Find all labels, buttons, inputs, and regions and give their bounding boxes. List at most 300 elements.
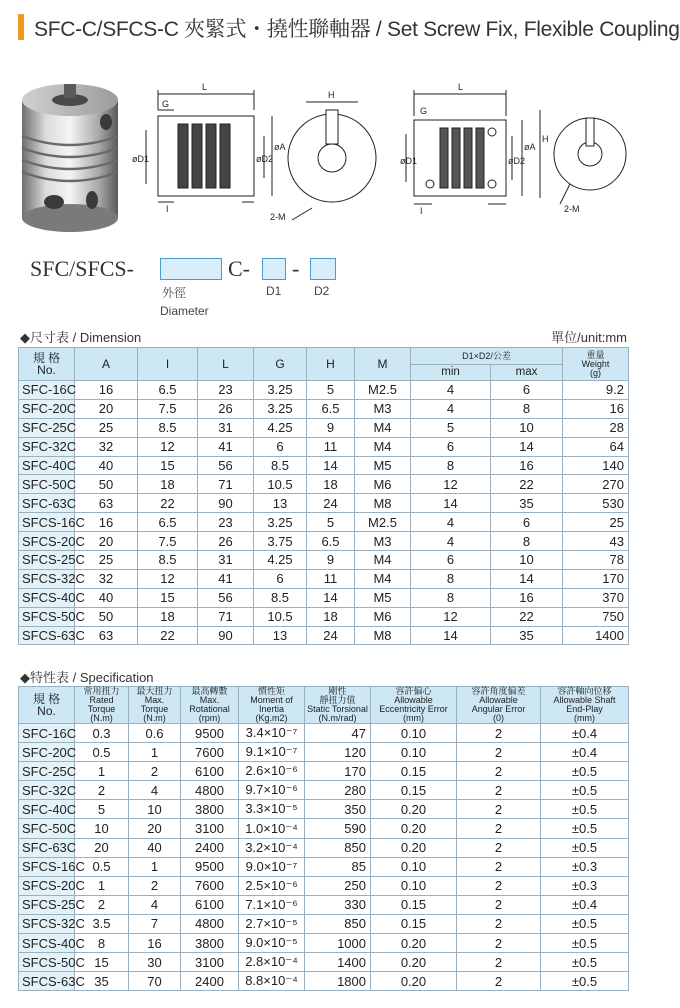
table-cell: 40 — [75, 456, 138, 475]
table-cell: ±0.4 — [541, 724, 629, 743]
table-cell: 8 — [491, 532, 563, 551]
table-cell: 2 — [129, 762, 181, 781]
table-cell: 2.6×10⁻⁶ — [239, 762, 305, 781]
table-cell: 71 — [198, 475, 254, 494]
d1-box — [262, 258, 286, 280]
header-line: 最高轉數 — [191, 686, 228, 696]
dim2-label-h: H — [542, 134, 549, 144]
table-cell: 56 — [198, 588, 254, 607]
table-cell: 5 — [307, 513, 355, 532]
table-cell: 4 — [411, 532, 491, 551]
model-cell: SFC-25C — [19, 762, 75, 781]
header-line: 常用扭力 — [83, 686, 120, 696]
table-row — [19, 551, 629, 570]
table-cell: 14 — [411, 494, 491, 513]
table-cell: 20 — [75, 838, 129, 857]
header-line: (rpm) — [198, 713, 221, 723]
table-cell: 50 — [75, 607, 138, 626]
table-cell: 85 — [305, 857, 371, 876]
table-cell: 2 — [457, 743, 541, 762]
dim2-label-2m: 2-M — [564, 204, 580, 214]
table-cell: 2.8×10⁻⁴ — [239, 953, 305, 972]
table-cell: 6 — [254, 569, 307, 588]
spec-col-rated — [75, 687, 129, 724]
model-cell: SFC-50C — [19, 475, 75, 494]
outer-diameter-label-en: Diameter — [160, 304, 209, 318]
table-cell: 15 — [75, 953, 129, 972]
table-cell: 6 — [491, 381, 563, 400]
table-cell: 1 — [129, 743, 181, 762]
header-line: 最大扭力 — [136, 686, 173, 696]
header-line: Angular Error — [471, 704, 526, 714]
table-cell: 10 — [491, 418, 563, 437]
table-row — [19, 781, 629, 800]
dim-label-d1: øD1 — [132, 154, 150, 164]
table-cell: 8 — [411, 588, 491, 607]
table-cell: 24 — [307, 626, 355, 645]
table-cell: 22 — [138, 626, 198, 645]
table-cell: 6 — [491, 513, 563, 532]
model-cell: SFC-40C — [19, 456, 75, 475]
table-cell: ±0.5 — [541, 953, 629, 972]
col-max: max — [491, 365, 563, 381]
model-cell: SFC-63C — [19, 494, 75, 513]
sfc-dimension-drawing — [122, 80, 390, 230]
table-cell: 2 — [457, 781, 541, 800]
table-cell: 56 — [198, 456, 254, 475]
table-cell: 2 — [457, 934, 541, 953]
table-cell: ±0.4 — [541, 743, 629, 762]
spec-col-endplay — [541, 687, 629, 724]
table-cell: 0.10 — [371, 743, 457, 762]
dim2-label-g: G — [420, 106, 428, 116]
table-cell: 15 — [138, 456, 198, 475]
table-cell: ±0.5 — [541, 800, 629, 819]
table-cell: 330 — [305, 895, 371, 914]
table-cell: 6 — [411, 551, 491, 570]
table-cell: 9.7×10⁻⁶ — [239, 781, 305, 800]
header-line: Allowable — [479, 695, 518, 705]
table-cell: 4.25 — [254, 418, 307, 437]
table-cell: 32 — [75, 437, 138, 456]
table-cell: 5 — [75, 800, 129, 819]
table-cell: 0.10 — [371, 857, 457, 876]
table-cell: 370 — [563, 588, 629, 607]
table-row — [19, 934, 629, 953]
table-cell: 3.25 — [254, 513, 307, 532]
table-cell: 10.5 — [254, 607, 307, 626]
model-cell: SFC-32C — [19, 437, 75, 456]
table-cell: 0.20 — [371, 800, 457, 819]
table-cell: ±0.5 — [541, 934, 629, 953]
table-cell: 90 — [198, 626, 254, 645]
table-cell: 8.8×10⁻⁴ — [239, 972, 305, 991]
table-cell: 12 — [411, 475, 491, 494]
table-cell: 6.5 — [138, 513, 198, 532]
model-code-prefix: SFC/SFCS- — [30, 256, 134, 281]
dimension-table-body — [19, 381, 629, 645]
table-cell: M4 — [355, 418, 411, 437]
table-cell: 5 — [411, 418, 491, 437]
table-cell: 2.7×10⁻⁵ — [239, 914, 305, 933]
table-cell: 2 — [457, 876, 541, 895]
model-code-mid: C- — [228, 256, 250, 281]
table-cell: 40 — [75, 588, 138, 607]
table-cell: 16 — [75, 381, 138, 400]
spec-col-model — [19, 687, 75, 724]
table-cell: M5 — [355, 588, 411, 607]
page-header — [0, 0, 680, 56]
table-cell: 14 — [411, 626, 491, 645]
table-cell: 40 — [129, 838, 181, 857]
model-cell: SFC-50C — [19, 819, 75, 838]
model-cell: SFCS-20C — [19, 876, 75, 895]
table-cell: M6 — [355, 607, 411, 626]
header-line: 剛性 — [328, 686, 347, 696]
table-row — [19, 724, 629, 743]
table-cell: 3800 — [181, 934, 239, 953]
table-cell: 26 — [198, 399, 254, 418]
table-cell: 6 — [254, 437, 307, 456]
table-cell: 9 — [307, 418, 355, 437]
table-cell: 63 — [75, 494, 138, 513]
table-cell: 3.75 — [254, 532, 307, 551]
table-cell: 70 — [129, 972, 181, 991]
table-cell: 12 — [138, 569, 198, 588]
table-cell: 64 — [563, 437, 629, 456]
table-cell: 2 — [75, 781, 129, 800]
table-cell: 8 — [491, 399, 563, 418]
table-cell: 1400 — [563, 626, 629, 645]
title-accent-bar — [18, 14, 24, 40]
table-cell: 350 — [305, 800, 371, 819]
table-row — [19, 819, 629, 838]
table-cell: 0.10 — [371, 876, 457, 895]
model-cell: SFC-40C — [19, 800, 75, 819]
table-cell: 16 — [491, 456, 563, 475]
table-cell: 2 — [129, 876, 181, 895]
table-cell: 1.0×10⁻⁴ — [239, 819, 305, 838]
table-cell: 18 — [138, 607, 198, 626]
table-row — [19, 588, 629, 607]
table-cell: 3.25 — [254, 381, 307, 400]
col-model-cn: 規 格 — [32, 351, 61, 365]
table-cell: 20 — [129, 819, 181, 838]
table-cell: ±0.5 — [541, 838, 629, 857]
col-l: L — [198, 348, 254, 381]
table-cell: 35 — [491, 626, 563, 645]
table-cell: 2 — [457, 857, 541, 876]
table-row — [19, 800, 629, 819]
table-cell: 13 — [254, 494, 307, 513]
table-cell: 10 — [491, 551, 563, 570]
col-h: H — [307, 348, 355, 381]
model-cell: SFCS-25C — [19, 551, 75, 570]
coupling-photo — [14, 78, 126, 236]
table-cell: ±0.5 — [541, 819, 629, 838]
model-cell: SFCS-20C — [19, 532, 75, 551]
table-row — [19, 838, 629, 857]
table-cell: 8.5 — [138, 551, 198, 570]
table-cell: 2.5×10⁻⁶ — [239, 876, 305, 895]
table-cell: 0.5 — [75, 857, 129, 876]
header-line: Torque — [140, 704, 169, 714]
table-cell: M4 — [355, 551, 411, 570]
table-cell: 2 — [457, 819, 541, 838]
table-cell: 270 — [563, 475, 629, 494]
col-d1d2: D1×D2/公差 — [411, 348, 563, 365]
table-cell: 3.3×10⁻⁵ — [239, 800, 305, 819]
specification-table-body — [19, 724, 629, 991]
table-cell: 0.20 — [371, 934, 457, 953]
table-cell: 31 — [198, 418, 254, 437]
table-cell: 2 — [75, 895, 129, 914]
col-weight-en: Weight — [581, 358, 610, 369]
table-cell: 7.5 — [138, 532, 198, 551]
table-cell: 2 — [457, 800, 541, 819]
outer-diameter-box — [160, 258, 222, 280]
table-cell: 4 — [411, 381, 491, 400]
table-cell: 2400 — [181, 972, 239, 991]
model-cell: SFCS-25C — [19, 895, 75, 914]
header-line: Torque — [87, 704, 116, 714]
sfcs-dimension-drawing — [400, 80, 645, 230]
table-cell: 43 — [563, 532, 629, 551]
table-cell: 0.15 — [371, 895, 457, 914]
table-cell: 140 — [563, 456, 629, 475]
table-cell: 850 — [305, 838, 371, 857]
table-cell: 3.2×10⁻⁴ — [239, 838, 305, 857]
table-cell: 3.4×10⁻⁷ — [239, 724, 305, 743]
table-cell: 71 — [198, 607, 254, 626]
table-row — [19, 513, 629, 532]
table-cell: 10 — [75, 819, 129, 838]
dim-label-h: H — [328, 90, 335, 100]
table-cell: 250 — [305, 876, 371, 895]
table-cell: 590 — [305, 819, 371, 838]
d2-box — [310, 258, 336, 280]
header-line: 慣性矩 — [257, 686, 285, 696]
table-cell: 6100 — [181, 762, 239, 781]
table-cell: 170 — [305, 762, 371, 781]
table-cell: 6.5 — [307, 399, 355, 418]
table-cell: 90 — [198, 494, 254, 513]
table-cell: 280 — [305, 781, 371, 800]
table-cell: 50 — [75, 475, 138, 494]
table-cell: 4.25 — [254, 551, 307, 570]
table-cell: 120 — [305, 743, 371, 762]
model-code — [30, 256, 430, 326]
col-i: I — [138, 348, 198, 381]
header-line: Eccentricity Error — [379, 704, 448, 714]
table-cell: 3800 — [181, 800, 239, 819]
table-cell: 2 — [457, 972, 541, 991]
table-cell: 12 — [411, 607, 491, 626]
model-cell: SFCS-40C — [19, 934, 75, 953]
table-cell: ±0.3 — [541, 857, 629, 876]
col-weight-unit: (g) — [590, 367, 601, 378]
table-row — [19, 437, 629, 456]
table-row — [19, 626, 629, 645]
table-cell: M8 — [355, 494, 411, 513]
model-cell: SFCS-63C — [19, 626, 75, 645]
col-a: A — [75, 348, 138, 381]
col-min: min — [411, 365, 491, 381]
table-cell: 7600 — [181, 876, 239, 895]
table-row — [19, 857, 629, 876]
table-cell: ±0.5 — [541, 762, 629, 781]
table-cell: 0.20 — [371, 838, 457, 857]
header-line: Max. — [144, 695, 165, 705]
table-row — [19, 876, 629, 895]
table-cell: 11 — [307, 437, 355, 456]
table-cell: 13 — [254, 626, 307, 645]
table-cell: 25 — [563, 513, 629, 532]
table-cell: 1000 — [305, 934, 371, 953]
header-line: Moment of — [250, 695, 293, 705]
spec-col-max-torque — [129, 687, 181, 724]
table-cell: 750 — [563, 607, 629, 626]
table-row — [19, 456, 629, 475]
table-cell: 0.20 — [371, 953, 457, 972]
table-cell: 24 — [307, 494, 355, 513]
table-row — [19, 475, 629, 494]
table-cell: 7 — [129, 914, 181, 933]
header-line: 靜扭力值 — [319, 695, 356, 705]
model-cell: SFCS-63C — [19, 972, 75, 991]
col-weight — [563, 348, 629, 381]
table-cell: 1 — [75, 876, 129, 895]
table-row — [19, 953, 629, 972]
header-line: (0) — [493, 713, 504, 723]
table-cell: 9.2 — [563, 381, 629, 400]
spec-col-stiffness — [305, 687, 371, 724]
header-line: Max. — [199, 695, 220, 705]
table-cell: M4 — [355, 569, 411, 588]
model-cell: SFC-16C — [19, 724, 75, 743]
table-cell: 530 — [563, 494, 629, 513]
table-cell: 1 — [129, 857, 181, 876]
table-cell: 14 — [307, 456, 355, 475]
table-cell: 41 — [198, 569, 254, 588]
header-line: End-Play — [566, 704, 603, 714]
table-cell: 9500 — [181, 724, 239, 743]
header-line: (N.m) — [90, 713, 113, 723]
table-cell: 14 — [491, 437, 563, 456]
table-cell: 1 — [75, 762, 129, 781]
table-cell: 2400 — [181, 838, 239, 857]
model-cell: SFC-20C — [19, 743, 75, 762]
table-cell: 9 — [307, 551, 355, 570]
table-cell: 14 — [491, 569, 563, 588]
spec-col-eccentricity — [371, 687, 457, 724]
table-row — [19, 418, 629, 437]
header-line: (mm) — [574, 713, 595, 723]
dim-label-a: øA — [274, 142, 286, 152]
table-cell: ±0.5 — [541, 781, 629, 800]
table-cell: 16 — [563, 399, 629, 418]
table-cell: 8 — [75, 934, 129, 953]
table-cell: 3.5 — [75, 914, 129, 933]
header-line: Inertia — [258, 704, 284, 714]
table-cell: 4 — [129, 781, 181, 800]
d2-label: D2 — [314, 284, 330, 298]
page-title: SFC-C/SFCS-C 夾緊式・撓性聯軸器 / Set Screw Fix, Flexible Coupling — [34, 18, 680, 41]
table-cell: 8 — [411, 569, 491, 588]
spec-col-inertia — [239, 687, 305, 724]
model-cell: SFC-16C — [19, 381, 75, 400]
table-cell: 35 — [75, 972, 129, 991]
table-cell: 5 — [307, 381, 355, 400]
header-line: Rated — [89, 695, 114, 705]
table-cell: 47 — [305, 724, 371, 743]
table-cell: 22 — [491, 607, 563, 626]
col-weight-cn: 重量 — [586, 349, 605, 360]
table-cell: 4800 — [181, 781, 239, 800]
table-cell: ±0.4 — [541, 895, 629, 914]
model-cell: SFC-25C — [19, 418, 75, 437]
table-cell: 1400 — [305, 953, 371, 972]
table-row — [19, 972, 629, 991]
table-cell: ±0.5 — [541, 914, 629, 933]
table-cell: ±0.5 — [541, 972, 629, 991]
table-cell: 2 — [457, 953, 541, 972]
table-cell: 9.0×10⁻⁵ — [239, 934, 305, 953]
table-cell: 850 — [305, 914, 371, 933]
table-row — [19, 532, 629, 551]
model-cell: SFC-63C — [19, 838, 75, 857]
table-row — [19, 569, 629, 588]
model-cell: SFCS-32C — [19, 914, 75, 933]
table-cell: 18 — [138, 475, 198, 494]
header-line: 容許軸向位移 — [557, 686, 612, 696]
table-cell: 8.5 — [138, 418, 198, 437]
spec-col-model-cn: 規 格 — [32, 692, 61, 706]
table-cell: 0.15 — [371, 762, 457, 781]
table-row — [19, 914, 629, 933]
table-cell: 20 — [75, 399, 138, 418]
model-cell: SFC-20C — [19, 399, 75, 418]
table-cell: M8 — [355, 626, 411, 645]
table-cell: 6 — [411, 437, 491, 456]
header-line: 容許角度偏差 — [471, 686, 526, 696]
table-cell: 0.6 — [129, 724, 181, 743]
header-line: (Kg.m2) — [255, 713, 288, 723]
specification-section-title: ◆特性表 / Specification — [20, 670, 154, 685]
col-m: M — [355, 348, 411, 381]
table-cell: 6.5 — [307, 532, 355, 551]
table-cell: 0.20 — [371, 819, 457, 838]
dim-label-l: L — [202, 82, 208, 92]
table-cell: 16 — [75, 513, 138, 532]
table-cell: M5 — [355, 456, 411, 475]
table-cell: 3100 — [181, 953, 239, 972]
table-cell: 8 — [411, 456, 491, 475]
table-cell: 11 — [307, 569, 355, 588]
table-cell: 0.15 — [371, 781, 457, 800]
outer-diameter-label-cn: 外徑 — [162, 286, 187, 300]
table-cell: 9.1×10⁻⁷ — [239, 743, 305, 762]
table-cell: 7.1×10⁻⁶ — [239, 895, 305, 914]
table-cell: 25 — [75, 551, 138, 570]
col-model-en: No. — [37, 363, 56, 377]
model-cell: SFCS-16C — [19, 857, 75, 876]
table-cell: 63 — [75, 626, 138, 645]
table-cell: 22 — [491, 475, 563, 494]
model-cell: SFCS-50C — [19, 607, 75, 626]
table-cell: 0.10 — [371, 724, 457, 743]
dim-label-2m: 2-M — [270, 212, 286, 222]
